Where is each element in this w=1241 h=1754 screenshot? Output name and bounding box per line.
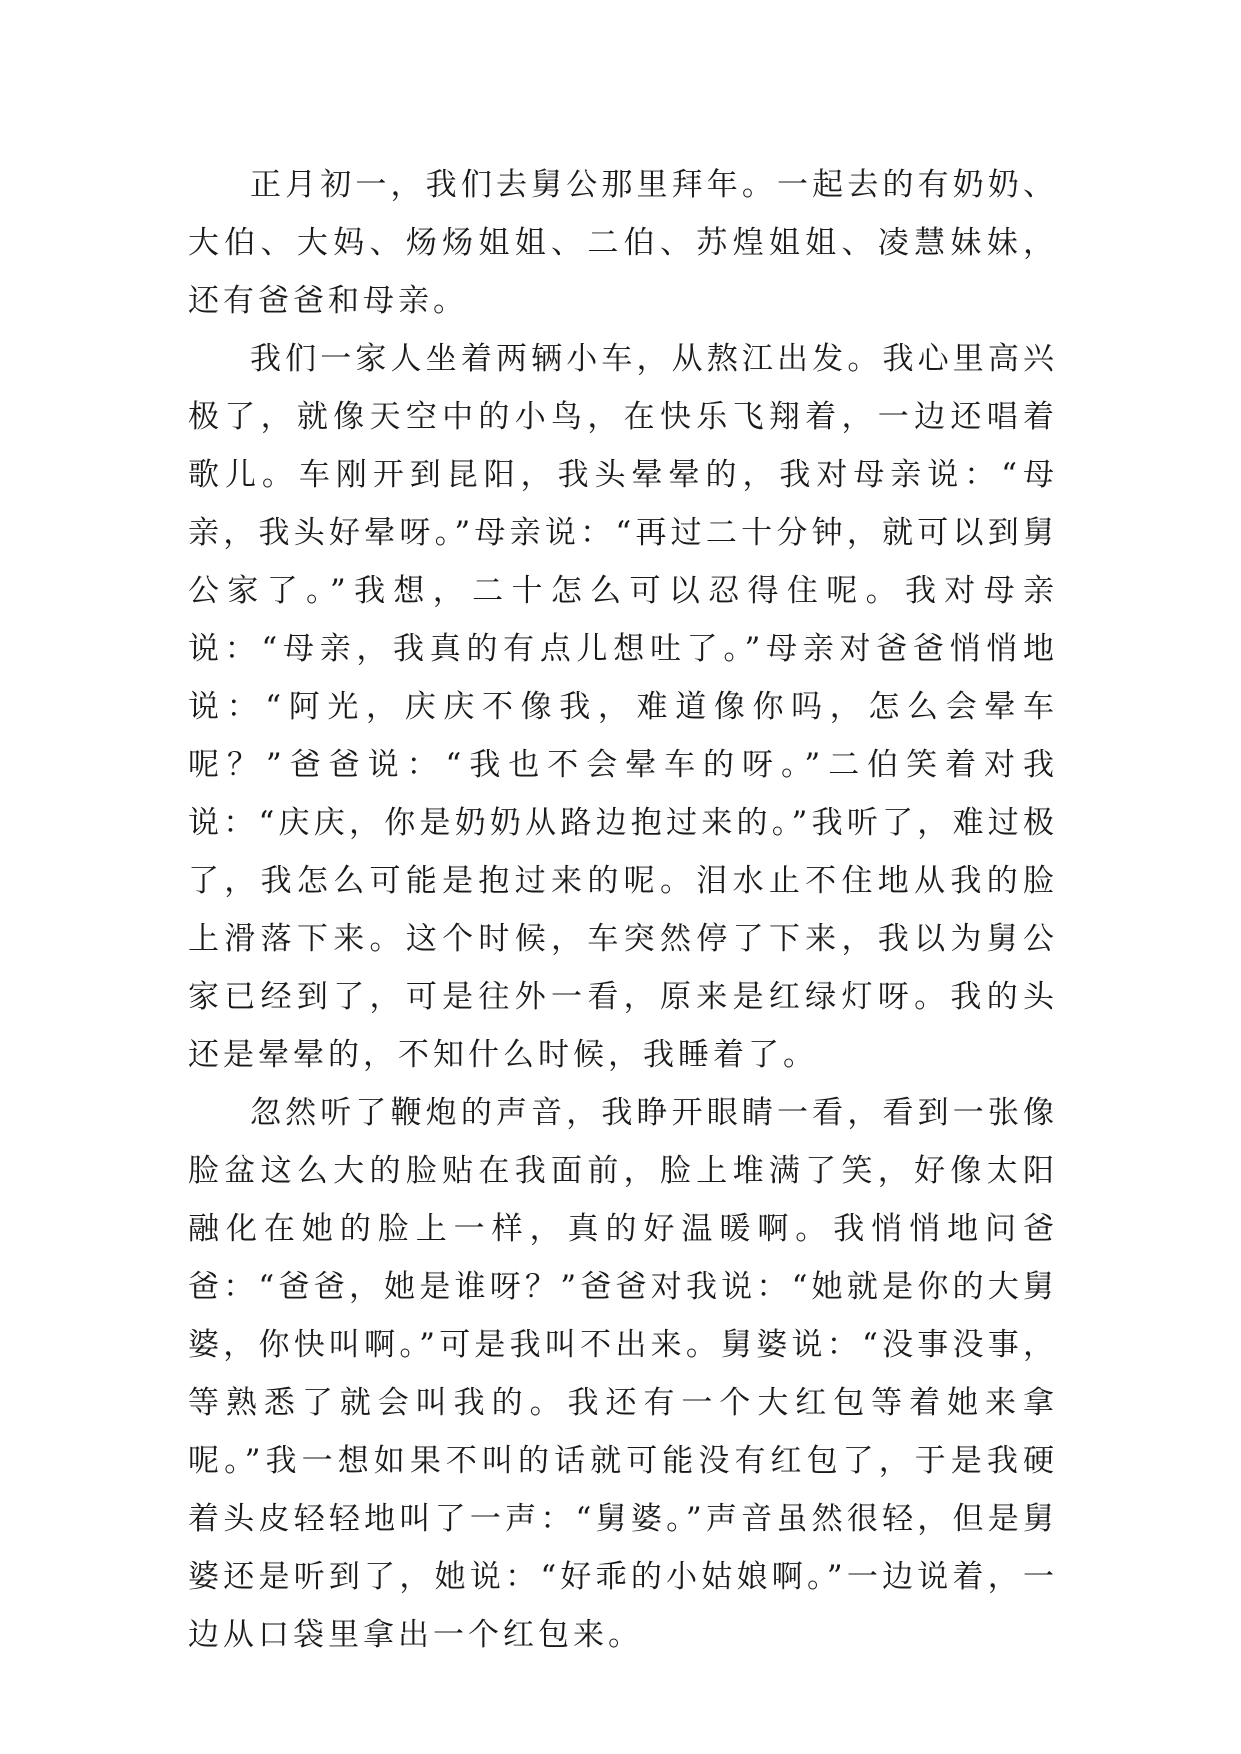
paragraph-2: 我们一家人坐着两辆小车，从熬江出发。我心里高兴极了，就像天空中的小鸟，在快乐飞翔着，一边还唱着歌儿。车刚开到昆阳，我头晕晕的，我对母亲说：“母亲，我头好晕呀。”母亲说：“再过二十分钟，就可以到舅公家了。”我想，二十怎么可以忍得住呢。我对母亲说：“母亲，我真的有点儿想吐了。”母亲对爸爸悄悄地说：“阿光，庆庆不像我，难道像你吗，怎么会晕车呢？”爸爸说：“我也不会晕车的呀。”二伯笑着对我说：“庆庆，你是奶奶从路边抱过来的。”我听了，难过极了，我怎么可能是抱过来的呢。泪水止不住地从我的脸上滑落下来。这个时候，车突然停了下来，我以为舅公家已经到了，可是往外一看，原来是红绿灯呀。我的头还是晕晕的，不知什么时候，我睡着了。 [188, 341, 1058, 1073]
paragraph-3: 忽然听了鞭炮的声音，我睁开眼睛一看，看到一张像脸盆这么大的脸贴在我面前，脸上堆满了笑，好像太阳融化在她的脸上一样，真的好温暖啊。我悄悄地问爸爸：“爸爸，她是谁呀？”爸爸对我说：“她就是你的大舅婆，你快叫啊。”可是我叫不出来。舅婆说：“没事没事，等熟悉了就会叫我的。我还有一个大红包等着她来拿呢。”我一想如果不叫的话就可能没有红包了，于是我硬着头皮轻轻地叫了一声：“舅婆。”声音虽然很轻，但是舅婆还是听到了，她说：“好乖的小姑娘啊。”一边说着，一边从口袋里拿出一个红包来。 [188, 1095, 1058, 1653]
document-body [188, 156, 1058, 1664]
paragraph-1: 正月初一，我们去舅公那里拜年。一起去的有奶奶、大伯、大妈、炀炀姐姐、二伯、苏煌姐姐、凌慧妹妹，还有爸爸和母亲。 [188, 167, 1058, 319]
